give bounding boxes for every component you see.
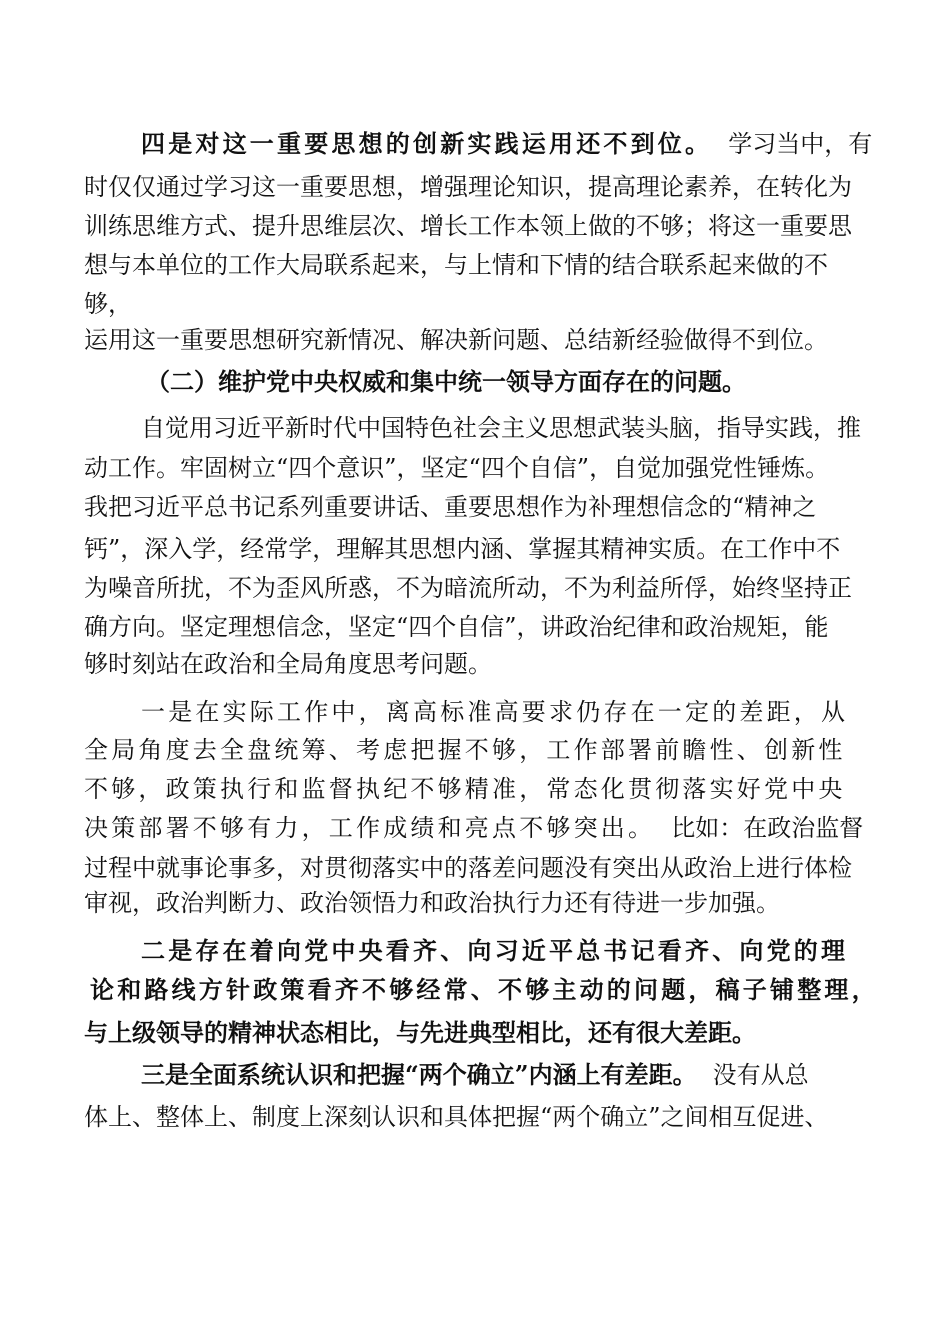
paragraph-line: 自觉用习近平新时代中国特色社会主义思想武装头脑，指导实践，推 xyxy=(141,414,861,442)
paragraph-line xyxy=(141,1060,809,1090)
paragraph-line: 论和路线方针政策看齐不够经常、不够主动的问题，稿子铺整理， xyxy=(90,975,879,1004)
paragraph-line: 够时刻站在政治和全局角度思考问题。 xyxy=(84,650,492,678)
paragraph-line: 想与本单位的工作大局联系起来，与上情和下情的结合联系起来做的不 xyxy=(84,251,828,279)
body-text: 决策部署不够有力，工作成绩和亮点不够突出。 xyxy=(84,814,656,842)
paragraph-line: 时仅仅通过学习这一重要思想，增强理论知识，提高理论素养，在转化为 xyxy=(84,173,852,201)
paragraph-line: 动工作。牢固树立“四个意识”，坚定“四个自信”，自觉加强党性锤炼。 xyxy=(84,454,830,482)
paragraph-line: 训练思维方式、提升思维层次、增长工作本领上做的不够；将这一重要思 xyxy=(84,212,852,240)
bold-lead-text: 三是全面系统认识和把握“两个确立”内涵上有差距。 xyxy=(141,1060,697,1089)
bold-lead-text: 四是对这一重要思想的创新实践运用还不到位。 xyxy=(141,129,713,158)
paragraph-line: 不够，政策执行和监督执纪不够精准，常态化贯彻落实好党中央 xyxy=(84,775,846,803)
paragraph-line: 钙”，深入学，经常学，理解其思想内涵、掌握其精神实质。在工作中不 xyxy=(84,535,841,563)
paragraph-line: 一是在实际工作中，离高标准高要求仍存在一定的差距，从 xyxy=(141,698,849,726)
paragraph-line xyxy=(141,129,872,159)
paragraph-line: 全局角度去全盘统筹、考虑把握不够，工作部署前瞻性、创新性 xyxy=(84,736,846,764)
paragraph-line xyxy=(84,813,863,843)
section-heading: （二）维护党中央权威和集中统一领导方面存在的问题。 xyxy=(146,367,746,396)
body-text: 比如：在政治监督 xyxy=(671,814,864,842)
body-text: 学习当中，有 xyxy=(728,130,873,158)
paragraph-line: 审视，政治判断力、政治领悟力和政治执行力还有待进一步加强。 xyxy=(84,889,780,917)
body-text: 没有从总 xyxy=(712,1061,809,1089)
paragraph-line: 运用这一重要思想研究新情况、解决新问题、总结新经验做得不到位。 xyxy=(84,326,828,354)
paragraph-line: 确方向。坚定理想信念，坚定“四个自信”，讲政治纪律和政治规矩，能 xyxy=(84,613,829,641)
paragraph-line: 过程中就事论事多，对贯彻落实中的落差问题没有突出从政治上进行体检 xyxy=(84,854,852,882)
paragraph-line: 为噪音所扰，不为歪风所惑，不为暗流所动，不为利益所俘，始终坚持正 xyxy=(84,574,852,602)
paragraph-line: 我把习近平总书记系列重要讲话、重要思想作为补理想信念的“精神之 xyxy=(84,493,817,521)
paragraph-line: 二是存在着向党中央看齐、向习近平总书记看齐、向党的理 xyxy=(141,936,849,965)
paragraph-line: 体上、整体上、制度上深刻认识和具体把握“两个确立”之间相互促进、 xyxy=(84,1103,829,1131)
paragraph-line: 与上级领导的精神状态相比，与先进典型相比，还有很大差距。 xyxy=(84,1018,756,1047)
paragraph-line: 够， xyxy=(84,290,132,318)
